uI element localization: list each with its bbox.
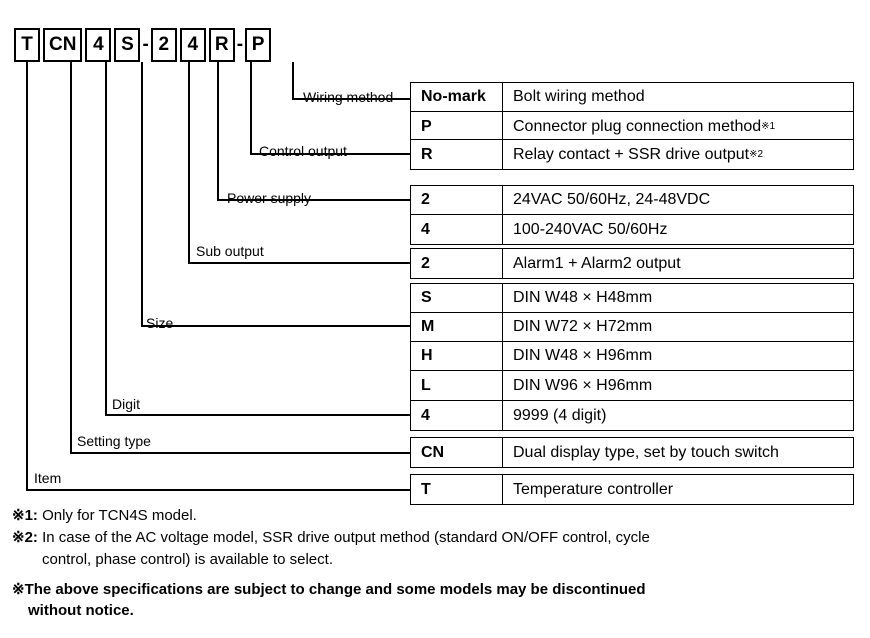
code-box-power-supply: 4 [180,28,206,62]
spec-table-size [410,283,854,401]
spec-key: CN [411,438,503,467]
leader-label-item: Item [34,470,62,486]
leader-line-power-supply-vertical [217,62,219,200]
spec-value-text: Relay contact + SSR drive output [513,145,750,163]
spec-table-sub-output [410,248,854,279]
spec-key: R [411,140,503,169]
code-box-wiring-method: P [245,28,271,62]
leader-label-wiring-method: Wiring method [303,89,394,105]
spec-value [503,401,853,430]
spec-key: No-mark [411,83,503,111]
leader-label-digit: Digit [112,396,141,412]
spec-value [503,186,853,214]
spec-value-note-ref: ※1 [761,121,776,132]
spec-value [503,140,853,169]
footnotes [12,505,858,621]
code-box-item: T [14,28,40,62]
leader-line-item-vertical [26,62,28,490]
model-code-row [14,28,274,62]
table-row [411,83,853,112]
code-box-sub-output: 2 [151,28,177,62]
leader-line-setting-type-horizontal [70,452,410,454]
spec-value-text: 100-240VAC 50/60Hz [513,220,668,238]
code-box-control-output: R [209,28,235,62]
spec-value-text: Connector plug connection method [513,117,762,135]
footnote-1-text: Only for TCN4S model. [37,507,197,524]
leader-line-wiring-method-vertical [292,62,294,99]
footnote-2-text: In case of the AC voltage model, SSR drive output method (standard ON/OFF control, cycle [37,529,650,547]
table-row [411,112,853,141]
leader-line-item-horizontal [26,489,410,491]
spec-table-setting-type [410,437,854,468]
table-row [411,475,853,504]
table-row [411,186,853,215]
footnote-3-line2: without notice. [28,602,134,620]
footnote-2 [12,527,858,570]
spec-value-text: Alarm1 + Alarm2 output [513,254,681,272]
spec-value-text: DIN W48 × H96mm [513,347,653,364]
spec-key: 2 [411,249,503,278]
leader-line-sub-output-vertical [188,62,190,263]
spec-key: L [411,371,503,400]
spec-key: S [411,284,503,312]
leader-line-control-output-vertical [250,62,252,154]
footnote-1-mark: ※1: [12,507,38,524]
spec-value-text: Dual display type, set by touch switch [513,443,779,461]
spec-value [503,342,853,370]
table-row [411,401,853,430]
table-row [411,284,853,313]
spec-value-note-ref: ※2 [749,149,764,160]
spec-value [503,284,853,312]
spec-value [503,475,853,504]
code-dash-2: - [236,34,244,55]
spec-table-power-supply [410,185,854,245]
footnote-3 [12,579,858,622]
leader-line-digit-horizontal [105,414,410,416]
table-row [411,249,853,278]
spec-table-digit [410,400,854,431]
spec-value-text: 9999 (4 digit) [513,406,607,424]
code-box-setting-type: CN [43,28,82,62]
spec-value [503,83,853,111]
spec-table-control-output [410,139,854,170]
code-box-digit: 4 [85,28,111,62]
spec-table-item [410,474,854,505]
table-row [411,342,853,371]
spec-key: M [411,313,503,341]
footnote-3-line1: ※The above specifications are subject to change and some models may be discontinued [12,580,646,598]
table-row [411,140,853,169]
spec-key: 4 [411,215,503,244]
table-row [411,313,853,342]
spec-key: 4 [411,401,503,430]
code-dash-1: - [142,34,149,55]
spec-value [503,249,853,278]
table-row [411,371,853,400]
leader-label-power-supply: Power supply [227,190,312,206]
spec-value-text: 24VAC 50/60Hz, 24-48VDC [513,191,711,208]
spec-value-text: Bolt wiring method [513,88,645,105]
spec-value-text: DIN W72 × H72mm [513,318,653,335]
spec-value-text: DIN W48 × H48mm [513,289,653,306]
spec-value-text: DIN W96 × H96mm [513,376,653,394]
footnote-2-continuation: control, phase control) is available to select. [42,550,333,568]
spec-value [503,215,853,244]
leader-label-control-output: Control output [259,143,347,159]
leader-line-sub-output-horizontal [188,262,410,264]
leader-label-sub-output: Sub output [196,243,264,259]
spec-value-text: Temperature controller [513,480,674,498]
spec-key: T [411,475,503,504]
leader-label-size: Size [146,315,174,331]
spec-key: P [411,112,503,141]
leader-line-size-vertical [141,62,143,326]
spec-key: H [411,342,503,370]
spec-value [503,371,853,400]
spec-table-wiring-method [410,82,854,142]
table-row [411,438,853,467]
spec-value [503,112,853,141]
leader-label-setting-type: Setting type [77,433,151,449]
spec-value [503,438,853,467]
leader-line-digit-vertical [105,62,107,415]
leader-line-setting-type-vertical [70,62,72,453]
footnote-1 [12,505,858,526]
spec-key: 2 [411,186,503,214]
leader-line-size-horizontal [141,325,410,327]
table-row [411,215,853,244]
footnote-2-mark: ※2: [12,529,38,547]
code-box-size: S [114,28,140,62]
spec-value [503,313,853,341]
